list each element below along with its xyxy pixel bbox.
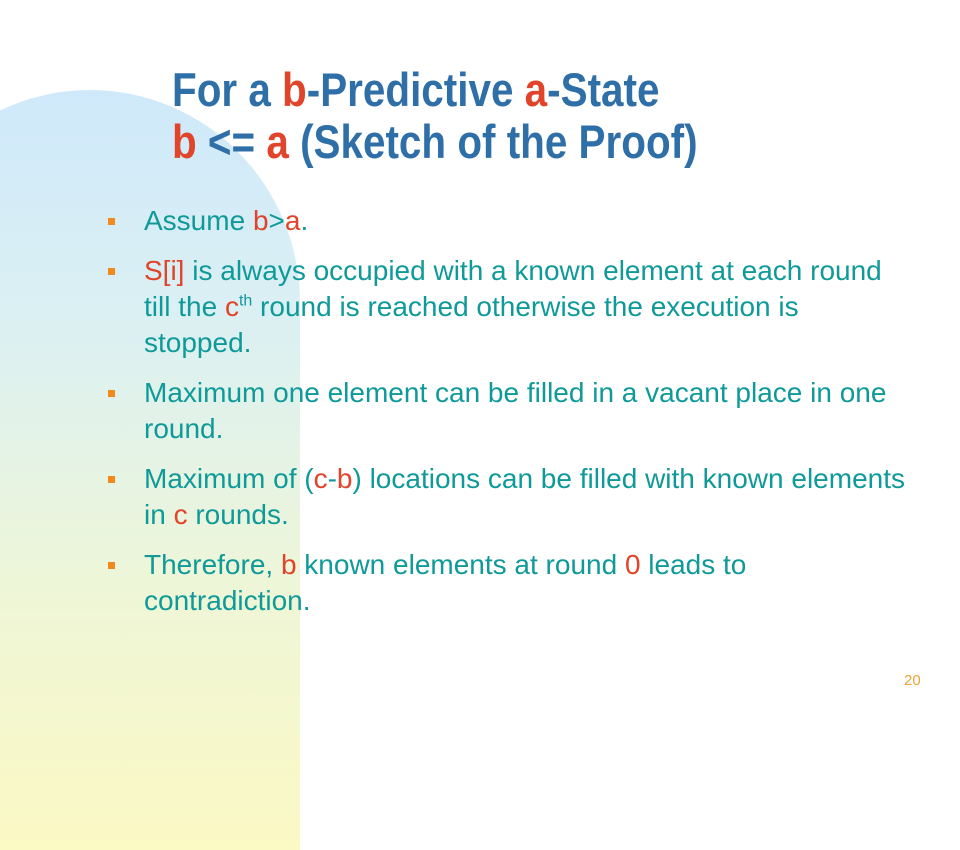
- title-text: For a: [172, 63, 283, 116]
- bullet-text: Maximum of (: [144, 463, 314, 494]
- var-b: b: [336, 463, 353, 494]
- bullet-item-4: [108, 461, 908, 533]
- title-var-b: b: [282, 63, 307, 116]
- square-bullet-icon: [108, 390, 115, 397]
- title-text: (Sketch of the Proof): [288, 115, 698, 168]
- bullet-text: Assume: [144, 205, 253, 236]
- bullet-item-2: [108, 253, 908, 361]
- title-var-a: a: [266, 115, 289, 168]
- bullet-item-5: [108, 547, 908, 619]
- square-bullet-icon: [108, 562, 115, 569]
- title-line-2: [172, 116, 698, 168]
- bullet-text: >: [268, 205, 285, 236]
- bullet-text: Maximum one element can be filled in a vacant place in one round.: [144, 377, 887, 444]
- title-text: -Predictive: [306, 63, 525, 116]
- bullet-text: is always occupied with a known element at each round till the: [144, 255, 882, 322]
- title-text: <=: [196, 115, 267, 168]
- bullet-text: -: [327, 463, 337, 494]
- square-bullet-icon: [108, 218, 115, 225]
- bullet-text: Therefore,: [144, 549, 281, 580]
- slide-title: [172, 64, 698, 168]
- bullet-text: leads to contradiction.: [144, 549, 747, 616]
- value-zero: 0: [624, 549, 641, 580]
- square-bullet-icon: [108, 268, 115, 275]
- bullet-text: round is reached otherwise the execution is stopped.: [144, 291, 799, 358]
- var-c: c: [313, 463, 328, 494]
- var-s-i: S[i]: [144, 255, 185, 286]
- var-b: b: [252, 205, 269, 236]
- var-b: b: [280, 549, 297, 580]
- var-a: a: [284, 205, 301, 236]
- square-bullet-icon: [108, 476, 115, 483]
- bullet-text: known elements at round: [296, 549, 625, 580]
- bullet-text: rounds.: [187, 499, 289, 530]
- bullet-text: .: [300, 205, 309, 236]
- title-line-1: [172, 64, 698, 116]
- bullet-item-1: [108, 203, 908, 239]
- superscript-th: th: [238, 292, 253, 310]
- bullet-list: [108, 203, 908, 633]
- page-number: 20: [904, 672, 921, 689]
- title-text: -State: [547, 63, 660, 116]
- var-c: c: [173, 499, 188, 530]
- title-var-a: a: [524, 63, 548, 116]
- bullet-text: ) locations can be filled with known elements in: [144, 463, 905, 530]
- bullet-item-3: [108, 375, 908, 447]
- var-c: c: [224, 291, 239, 322]
- title-var-b: b: [172, 115, 197, 168]
